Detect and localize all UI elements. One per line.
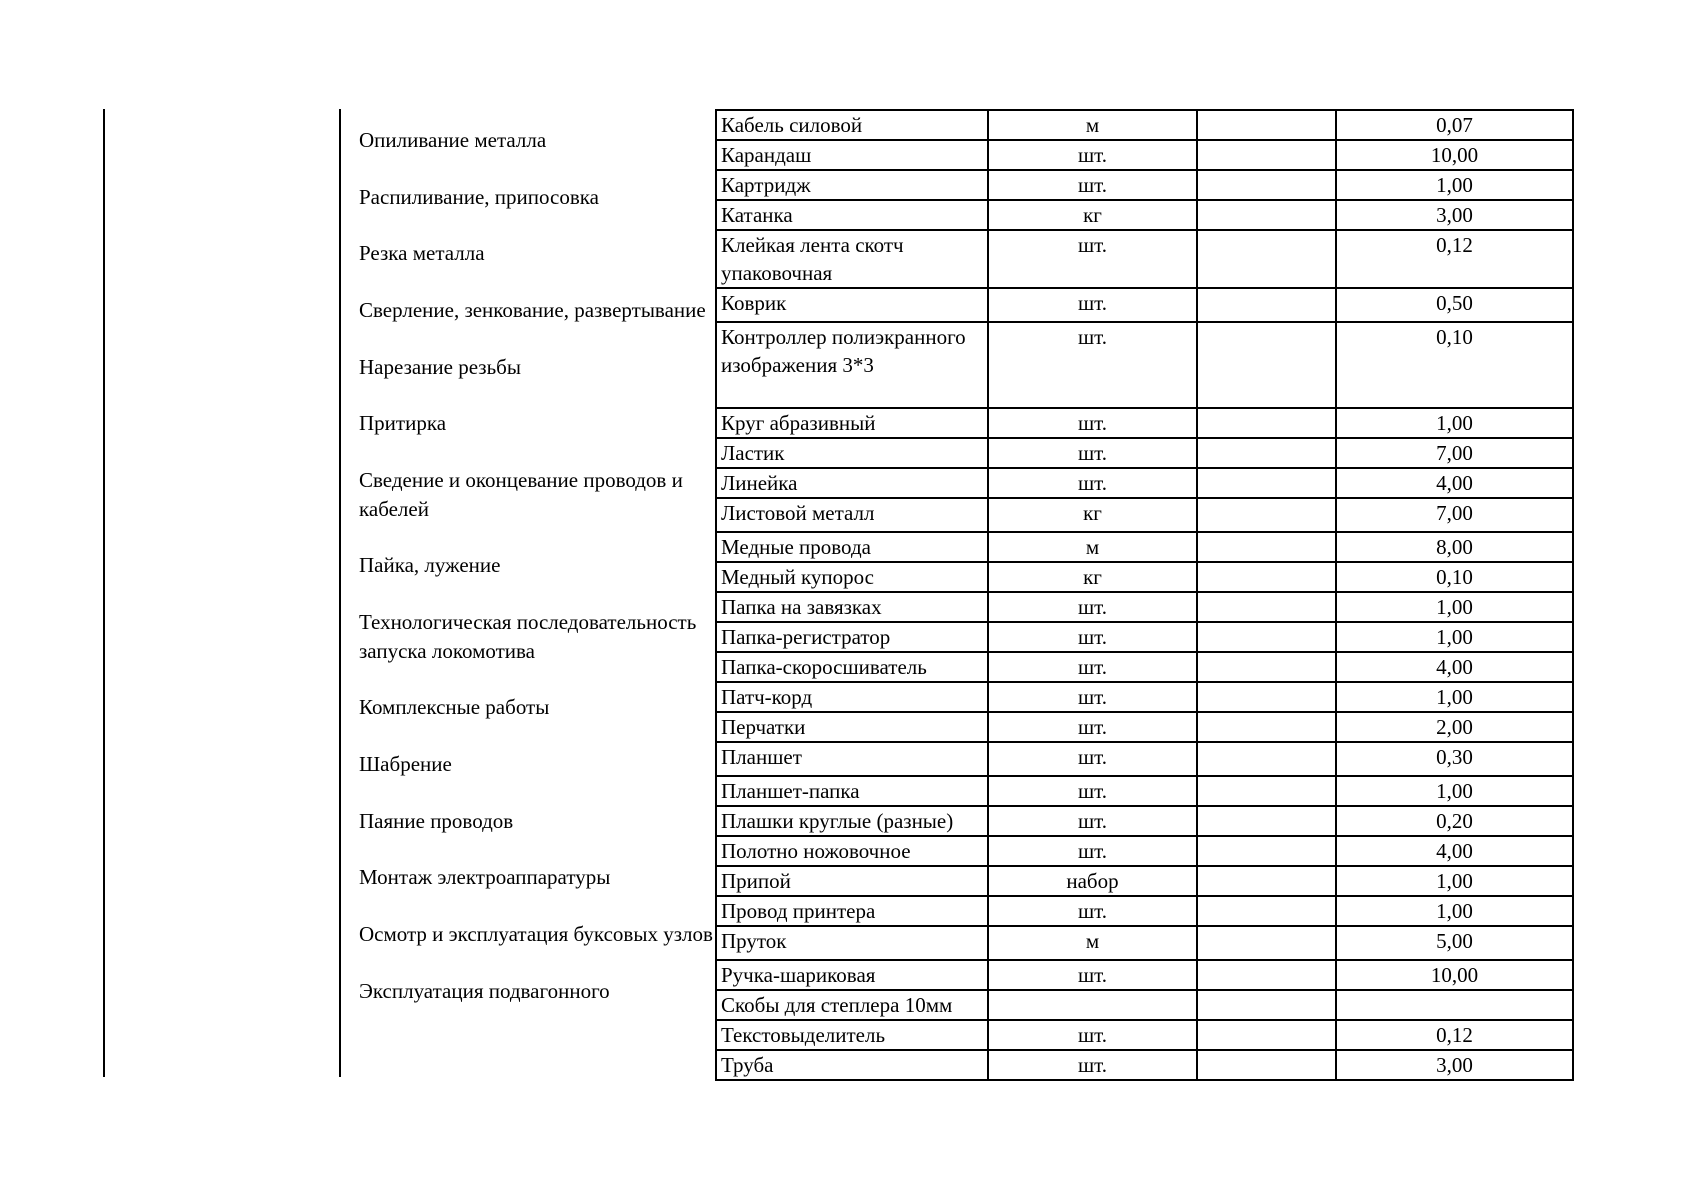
operation-item: Комплексные работы [359,695,550,720]
material-unit: шт. [988,776,1197,806]
material-name: Клейкая лента скотч упаковочная [716,230,988,288]
material-unit: шт. [988,960,1197,990]
material-unit: шт. [988,836,1197,866]
material-qty: 1,00 [1336,170,1573,200]
material-qty: 0,30 [1336,742,1573,776]
material-extra [1197,926,1336,960]
material-extra [1197,712,1336,742]
operation-item: Притирка [359,411,447,436]
table-row [716,742,1573,776]
material-unit: шт. [988,1050,1197,1080]
material-name: Пруток [716,926,988,960]
table-row [716,806,1573,836]
material-unit: шт. [988,742,1197,776]
material-unit: м [988,110,1197,140]
operation-item: Эксплуатация подвагонного [359,978,610,1003]
material-extra [1197,408,1336,438]
material-extra [1197,1020,1336,1050]
table-row [716,408,1573,438]
material-name: Коврик [716,288,988,322]
material-qty [1336,990,1573,1020]
material-name: Круг абразивный [716,408,988,438]
operation-item: Нарезание резьбы [359,354,521,379]
table-row [716,140,1573,170]
material-qty: 1,00 [1336,896,1573,926]
material-name: Листовой металл [716,498,988,532]
material-unit: шт. [988,592,1197,622]
material-name: Текстовыделитель [716,1020,988,1050]
material-name: Провод принтера [716,896,988,926]
operation-item: Осмотр и эксплуатация буксовых узлов [359,921,713,946]
material-extra [1197,230,1336,288]
material-qty: 1,00 [1336,776,1573,806]
operation-item: Сведение и оконцевание проводов и кабелей [359,468,683,521]
material-qty: 8,00 [1336,532,1573,562]
material-name: Труба [716,1050,988,1080]
operation-item: Распиливание, припосовка [359,184,599,209]
table-row [716,200,1573,230]
material-unit: шт. [988,288,1197,322]
material-extra [1197,866,1336,896]
material-name: Папка на завязках [716,592,988,622]
material-unit: шт. [988,896,1197,926]
material-name: Медные провода [716,532,988,562]
material-qty: 0,10 [1336,322,1573,408]
material-qty: 0,12 [1336,1020,1573,1050]
table-row [716,622,1573,652]
table-row [716,592,1573,622]
material-name: Ластик [716,438,988,468]
material-qty: 3,00 [1336,200,1573,230]
table-row [716,682,1573,712]
material-extra [1197,1050,1336,1080]
table-row [716,896,1573,926]
material-extra [1197,532,1336,562]
material-unit: кг [988,498,1197,532]
material-unit: кг [988,200,1197,230]
material-name: Перчатки [716,712,988,742]
material-extra [1197,562,1336,592]
left-border-line [103,109,105,1077]
operation-item: Пайка, лужение [359,553,501,578]
material-extra [1197,438,1336,468]
material-unit [988,990,1197,1020]
material-qty: 7,00 [1336,498,1573,532]
operations-list [359,126,714,1033]
table-row [716,960,1573,990]
table-row [716,170,1573,200]
operation-item: Шабрение [359,751,452,776]
table-row [716,776,1573,806]
material-extra [1197,468,1336,498]
material-extra [1197,200,1336,230]
material-extra [1197,990,1336,1020]
material-qty: 0,07 [1336,110,1573,140]
material-name: Планшет-папка [716,776,988,806]
operation-item: Опиливание металла [359,128,547,152]
material-unit: кг [988,562,1197,592]
material-qty: 0,10 [1336,562,1573,592]
material-extra [1197,322,1336,408]
material-unit: шт. [988,1020,1197,1050]
table-row [716,926,1573,960]
material-name: Медный купорос [716,562,988,592]
material-extra [1197,960,1336,990]
operation-item: Резка металла [359,241,485,266]
operations-column [350,100,720,1084]
material-unit: шт. [988,438,1197,468]
table-row [716,322,1573,408]
material-qty: 0,12 [1336,230,1573,288]
material-extra [1197,836,1336,866]
table-row [716,532,1573,562]
material-unit: шт. [988,408,1197,438]
material-name: Планшет [716,742,988,776]
material-name: Патч-корд [716,682,988,712]
material-extra [1197,622,1336,652]
material-name: Папка-регистратор [716,622,988,652]
material-extra [1197,742,1336,776]
table-row [716,866,1573,896]
material-extra [1197,498,1336,532]
material-extra [1197,592,1336,622]
material-unit: шт. [988,230,1197,288]
material-unit: набор [988,866,1197,896]
table-row [716,562,1573,592]
material-name: Припой [716,866,988,896]
table-row [716,288,1573,322]
table-row [716,652,1573,682]
material-extra [1197,140,1336,170]
material-qty: 3,00 [1336,1050,1573,1080]
table-row [716,712,1573,742]
material-name: Картридж [716,170,988,200]
material-name: Ручка-шариковая [716,960,988,990]
material-qty: 4,00 [1336,468,1573,498]
material-qty: 7,00 [1336,438,1573,468]
material-unit: шт. [988,682,1197,712]
table-row [716,438,1573,468]
table-row [716,468,1573,498]
material-unit: шт. [988,712,1197,742]
column-divider-line [339,109,341,1077]
material-extra [1197,896,1336,926]
material-name: Контроллер полиэкранного изображения 3*3 [716,322,988,408]
material-name: Плашки круглые (разные) [716,806,988,836]
material-name: Карандаш [716,140,988,170]
table-row [716,990,1573,1020]
material-extra [1197,682,1336,712]
material-name: Кабель силовой [716,110,988,140]
material-qty: 1,00 [1336,592,1573,622]
material-unit: шт. [988,322,1197,408]
material-unit: шт. [988,170,1197,200]
material-qty: 1,00 [1336,408,1573,438]
material-qty: 0,50 [1336,288,1573,322]
material-unit: шт. [988,468,1197,498]
table-row [716,836,1573,866]
material-qty: 1,00 [1336,866,1573,896]
material-unit: м [988,926,1197,960]
material-qty: 4,00 [1336,652,1573,682]
material-qty: 1,00 [1336,622,1573,652]
operation-item: Монтаж электроаппаратуры [359,865,611,890]
table-row [716,110,1573,140]
material-name: Полотно ножовочное [716,836,988,866]
operation-item: Паяние проводов [359,808,514,833]
material-extra [1197,288,1336,322]
material-extra [1197,652,1336,682]
material-name: Скобы для степлера 10мм [716,990,988,1020]
material-qty: 1,00 [1336,682,1573,712]
material-extra [1197,110,1336,140]
material-qty: 10,00 [1336,140,1573,170]
material-extra [1197,170,1336,200]
material-qty: 2,00 [1336,712,1573,742]
table-row [716,1020,1573,1050]
material-unit: шт. [988,806,1197,836]
operation-item: Сверление, зенкование, развертывание [359,298,706,323]
material-qty: 4,00 [1336,836,1573,866]
material-unit: шт. [988,622,1197,652]
table-row [716,498,1573,532]
material-qty: 5,00 [1336,926,1573,960]
material-qty: 0,20 [1336,806,1573,836]
material-qty: 10,00 [1336,960,1573,990]
material-name: Катанка [716,200,988,230]
material-unit: шт. [988,652,1197,682]
materials-table [715,109,1574,1081]
material-extra [1197,776,1336,806]
material-extra [1197,806,1336,836]
table-row [716,1050,1573,1080]
material-name: Папка-скоросшиватель [716,652,988,682]
material-name: Линейка [716,468,988,498]
material-unit: м [988,532,1197,562]
operation-item: Технологическая последовательность запуска локомотива [359,610,697,663]
table-row [716,230,1573,288]
material-unit: шт. [988,140,1197,170]
